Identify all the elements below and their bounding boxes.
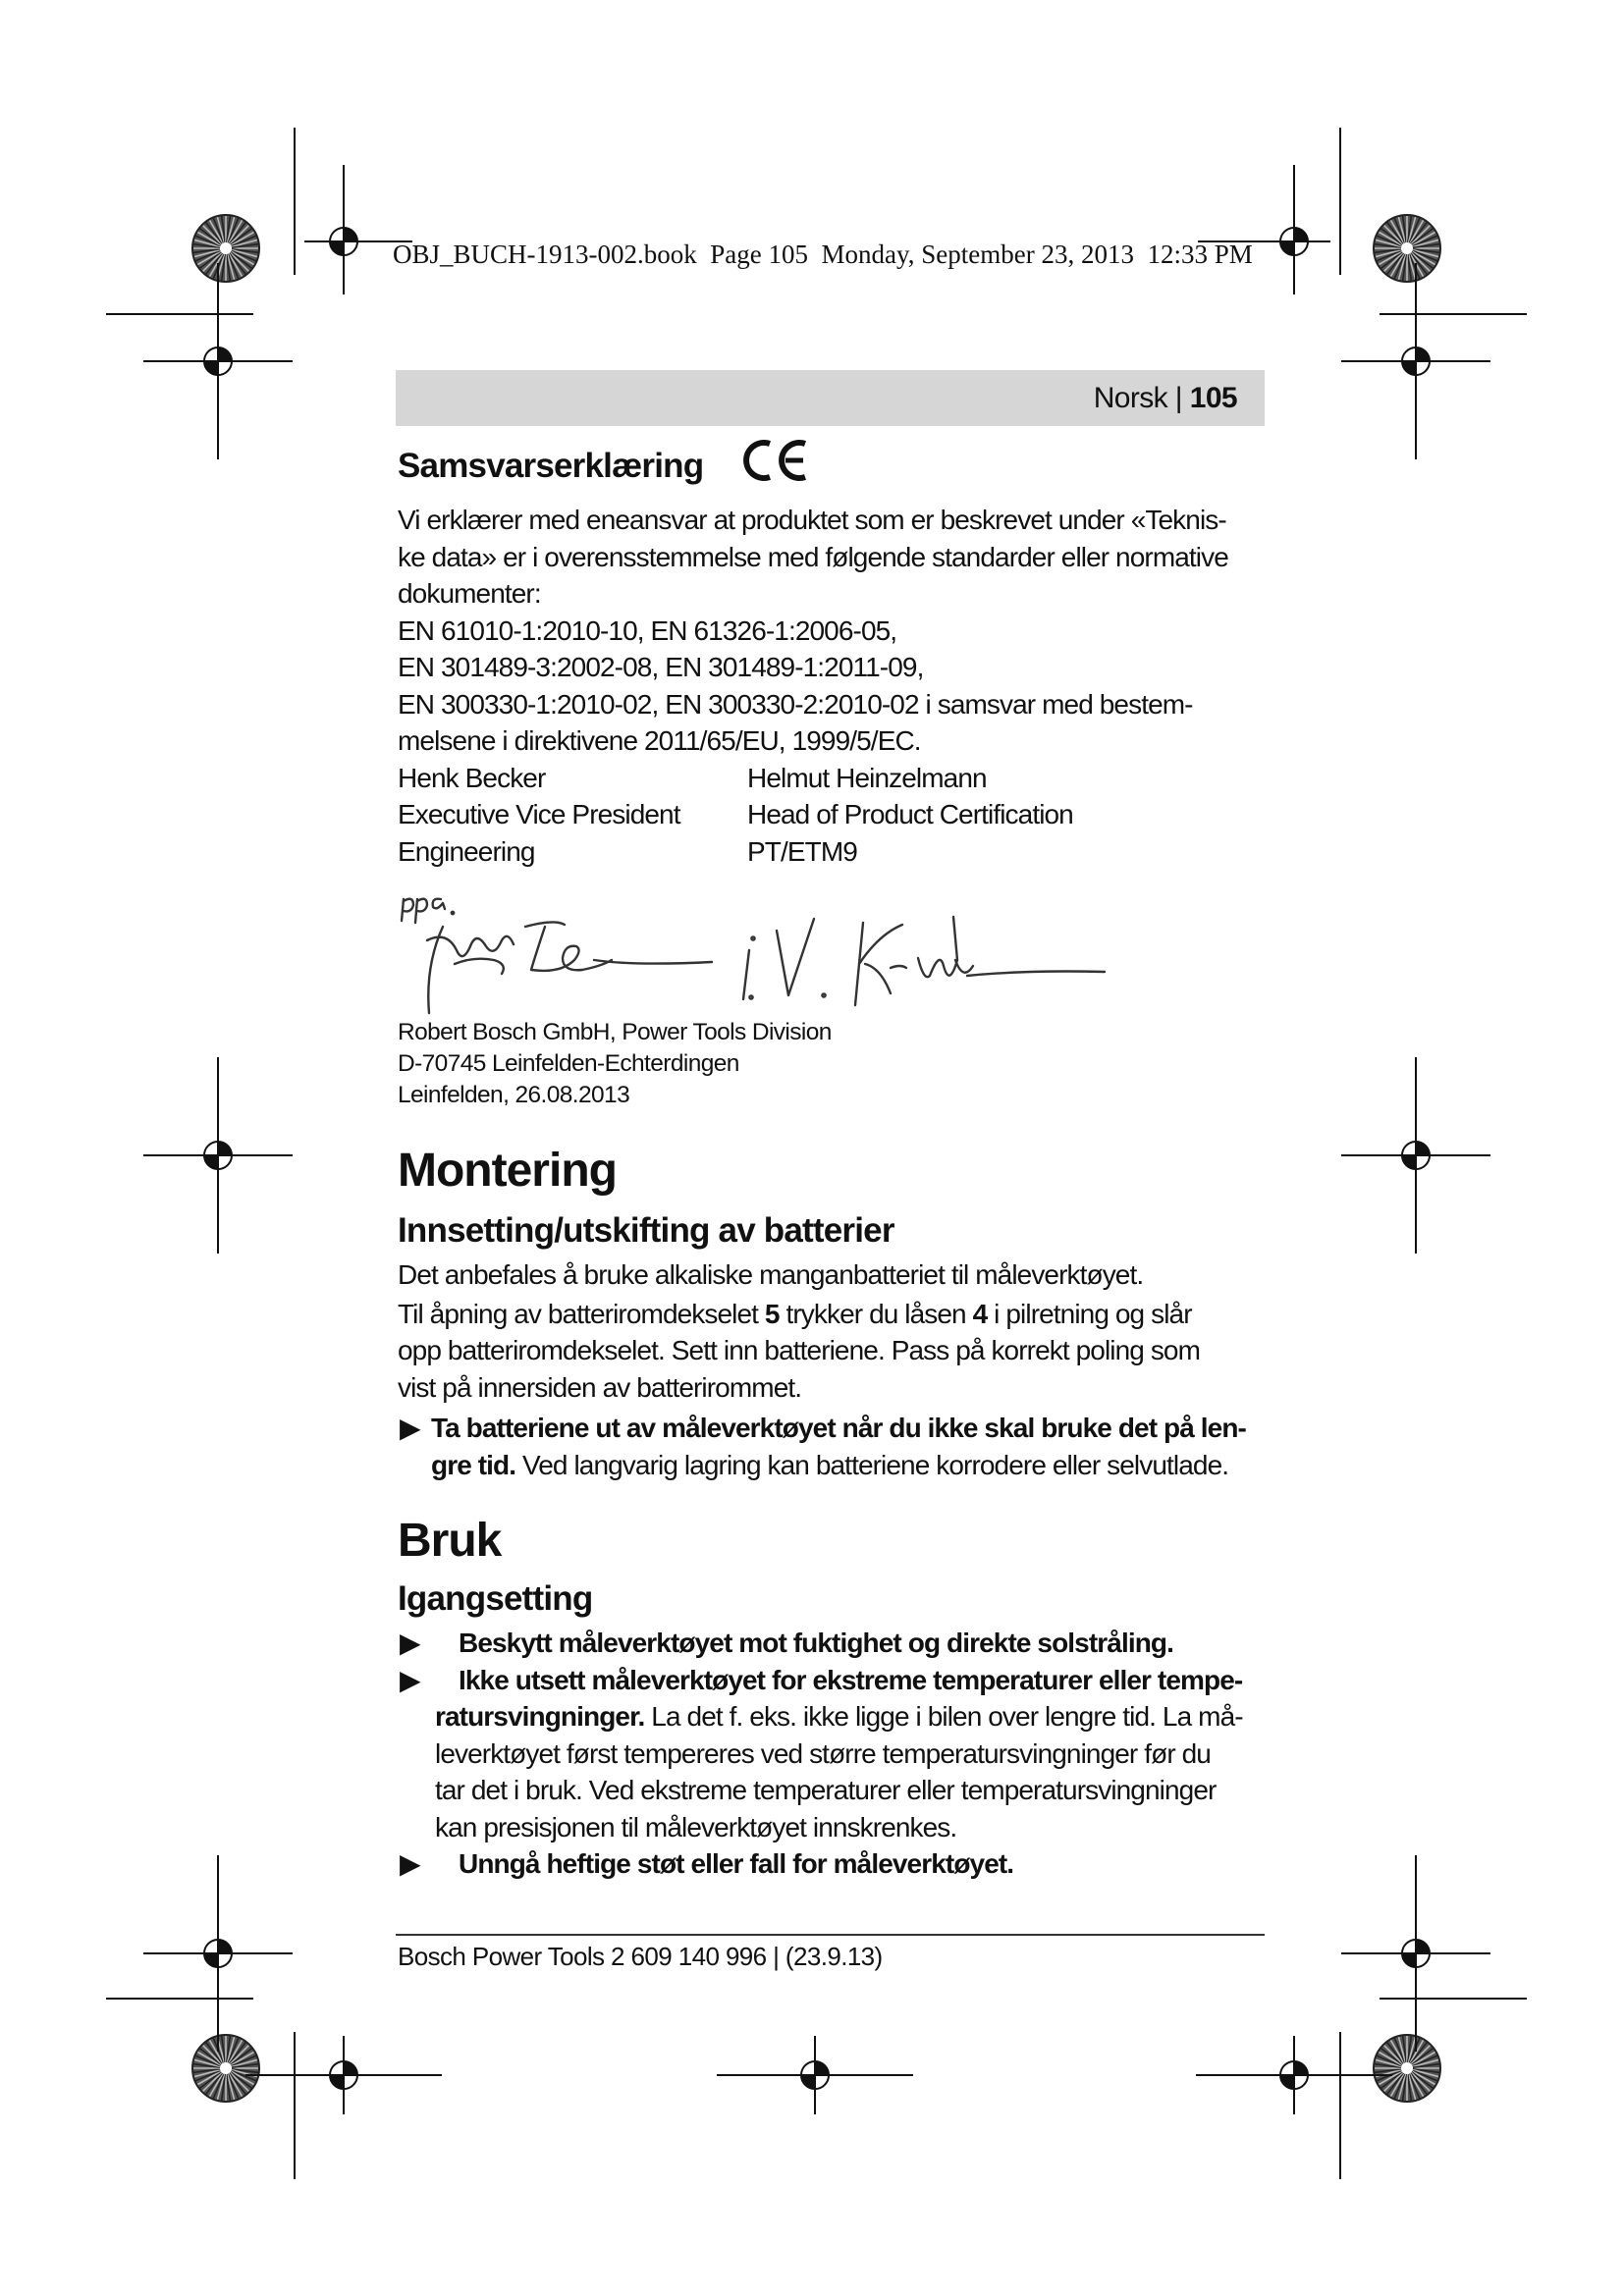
bullet-item (398, 1410, 1262, 1483)
registration-starburst-icon (1374, 215, 1440, 282)
section-title-bruk: Bruk (398, 1515, 502, 1567)
ce-mark-icon (740, 438, 809, 498)
bullet-bold: ratursvingninger. (435, 1701, 645, 1732)
bullet-item (398, 1845, 1262, 1883)
bullet-item (398, 1625, 1262, 1662)
bullet-bold: Ikke utsett måleverktøyet for ekstreme temperaturer eller tempe- (459, 1664, 1243, 1695)
header-text (1094, 370, 1237, 426)
page-footer: Bosch Power Tools 2 609 140 996 | (23.9.13) (398, 1942, 883, 1971)
footer-rule (396, 1934, 1265, 1936)
signatory-name: Helmut Heinzelmann (747, 762, 987, 793)
company-address: D-70745 Leinfelden-Echterdingen (398, 1050, 739, 1077)
standards-line: EN 301489-3:2002-08, EN 301489-1:2011-09, (398, 652, 924, 682)
bullet-rest: La det f. eks. ikke ligge i bilen over lengre tid. La må- (644, 1701, 1243, 1732)
bullet-triangle-icon: ▶ (400, 1664, 420, 1695)
header-language: Norsk (1093, 382, 1168, 414)
bullet-rest: Ved langvarig lagring kan batteriene korrodere eller selvutlade. (515, 1449, 1229, 1480)
page-header (396, 370, 1265, 426)
paragraph: Det anbefales å bruke alkaliske manganbatteriet til måleverktøyet. (398, 1259, 1144, 1290)
bullet-triangle-icon: ▶ (400, 1628, 420, 1658)
para-text: Til åpning av batteriromdekselet (398, 1298, 765, 1329)
subheading-batteries: Innsetting/utskifting av batterier (398, 1211, 894, 1250)
ref-number: 4 (972, 1298, 988, 1329)
paragraph-line: vist på innersiden av batterirommet. (398, 1371, 802, 1403)
signatory-dept: PT/ETM9 (747, 835, 857, 867)
declaration-line: ke data» er i overensstemmelse med følgende standarder eller normative (398, 541, 1228, 572)
handwritten-signatures (398, 870, 1262, 1017)
paragraph-line: opp batteriromdekselet. Sett inn batteriene. Pass på korrekt poling som (398, 1335, 1201, 1365)
slug-time: 12:33 (1147, 240, 1208, 269)
declaration-line: dokumenter: (398, 578, 541, 609)
section-title-montering: Montering (398, 1145, 617, 1197)
signatory-dept: Engineering (398, 835, 535, 867)
bullet-bold: gre tid. (431, 1449, 516, 1480)
signatories (398, 760, 1262, 871)
paragraph (398, 1296, 1262, 1333)
company-name: Robert Bosch GmbH, Power Tools Division (398, 1019, 832, 1045)
declaration-heading (398, 438, 1262, 498)
slug-page: Page 105 (710, 240, 808, 269)
signature-image (398, 870, 1262, 1017)
standards-line: melsene i direktivene 2011/65/EU, 1999/5/EC. (398, 725, 921, 756)
bullet-text: tar det i bruk. Ved ekstreme temperaturer eller temperatursvingninger (435, 1775, 1217, 1805)
slug-ampm: PM (1214, 240, 1253, 269)
para-text: i pilretning og slår (987, 1298, 1192, 1329)
registration-starburst-icon (1374, 2035, 1440, 2102)
header-page-number: 105 (1189, 382, 1237, 414)
declaration-heading-text: Samsvarserklæring (398, 447, 704, 485)
declaration-line: Vi erklærer med eneansvar at produktet som er beskrevet under «Teknis- (398, 505, 1226, 535)
slug-date: Monday, September 23, 2013 (821, 240, 1134, 269)
page-content (398, 438, 1262, 1883)
para-text: trykker du låsen (779, 1298, 973, 1329)
place-date: Leinfelden, 26.08.2013 (398, 1082, 630, 1108)
bullet-bold: Beskytt måleverktøyet mot fuktighet og direkte solstråling. (459, 1628, 1173, 1658)
registration-starburst-icon (192, 215, 259, 282)
slug-file: OBJ_BUCH-1913-002.book (393, 240, 697, 269)
bullet-text (435, 1698, 1262, 1735)
bullet-bold: Unngå heftige støt eller fall for måleverktøyet. (459, 1848, 1014, 1879)
signatory-title: Head of Product Certification (747, 799, 1073, 829)
signatory-name: Henk Becker (398, 762, 546, 793)
bullet-bold: Ta batteriene ut av måleverktøyet når du ikke skal bruke det på len- (431, 1413, 1246, 1443)
company-block (398, 1017, 1262, 1111)
subheading-igangsetting: Igangsetting (398, 1579, 593, 1618)
registration-starburst-icon (192, 2035, 259, 2102)
ref-number: 5 (764, 1298, 780, 1329)
bullet-text (431, 1447, 1262, 1484)
standards-line: EN 61010-1:2010-10, EN 61326-1:2006-05, (398, 614, 897, 646)
header-separator: | (1174, 382, 1182, 414)
bullet-item (398, 1662, 1262, 1846)
standards-line: EN 300330-1:2010-02, EN 300330-2:2010-02 i samsvar med bestem- (398, 688, 1193, 720)
bullet-triangle-icon: ▶ (400, 1413, 420, 1443)
bullet-text: leverktøyet først tempereres ved større temperatursvingninger før du (435, 1737, 1211, 1769)
signatory-title: Executive Vice President (398, 799, 680, 829)
bullet-text: kan presisjonen til måleverktøyet innskrenkes. (435, 1811, 957, 1842)
print-slug (393, 240, 1253, 270)
bullet-triangle-icon: ▶ (400, 1848, 420, 1879)
